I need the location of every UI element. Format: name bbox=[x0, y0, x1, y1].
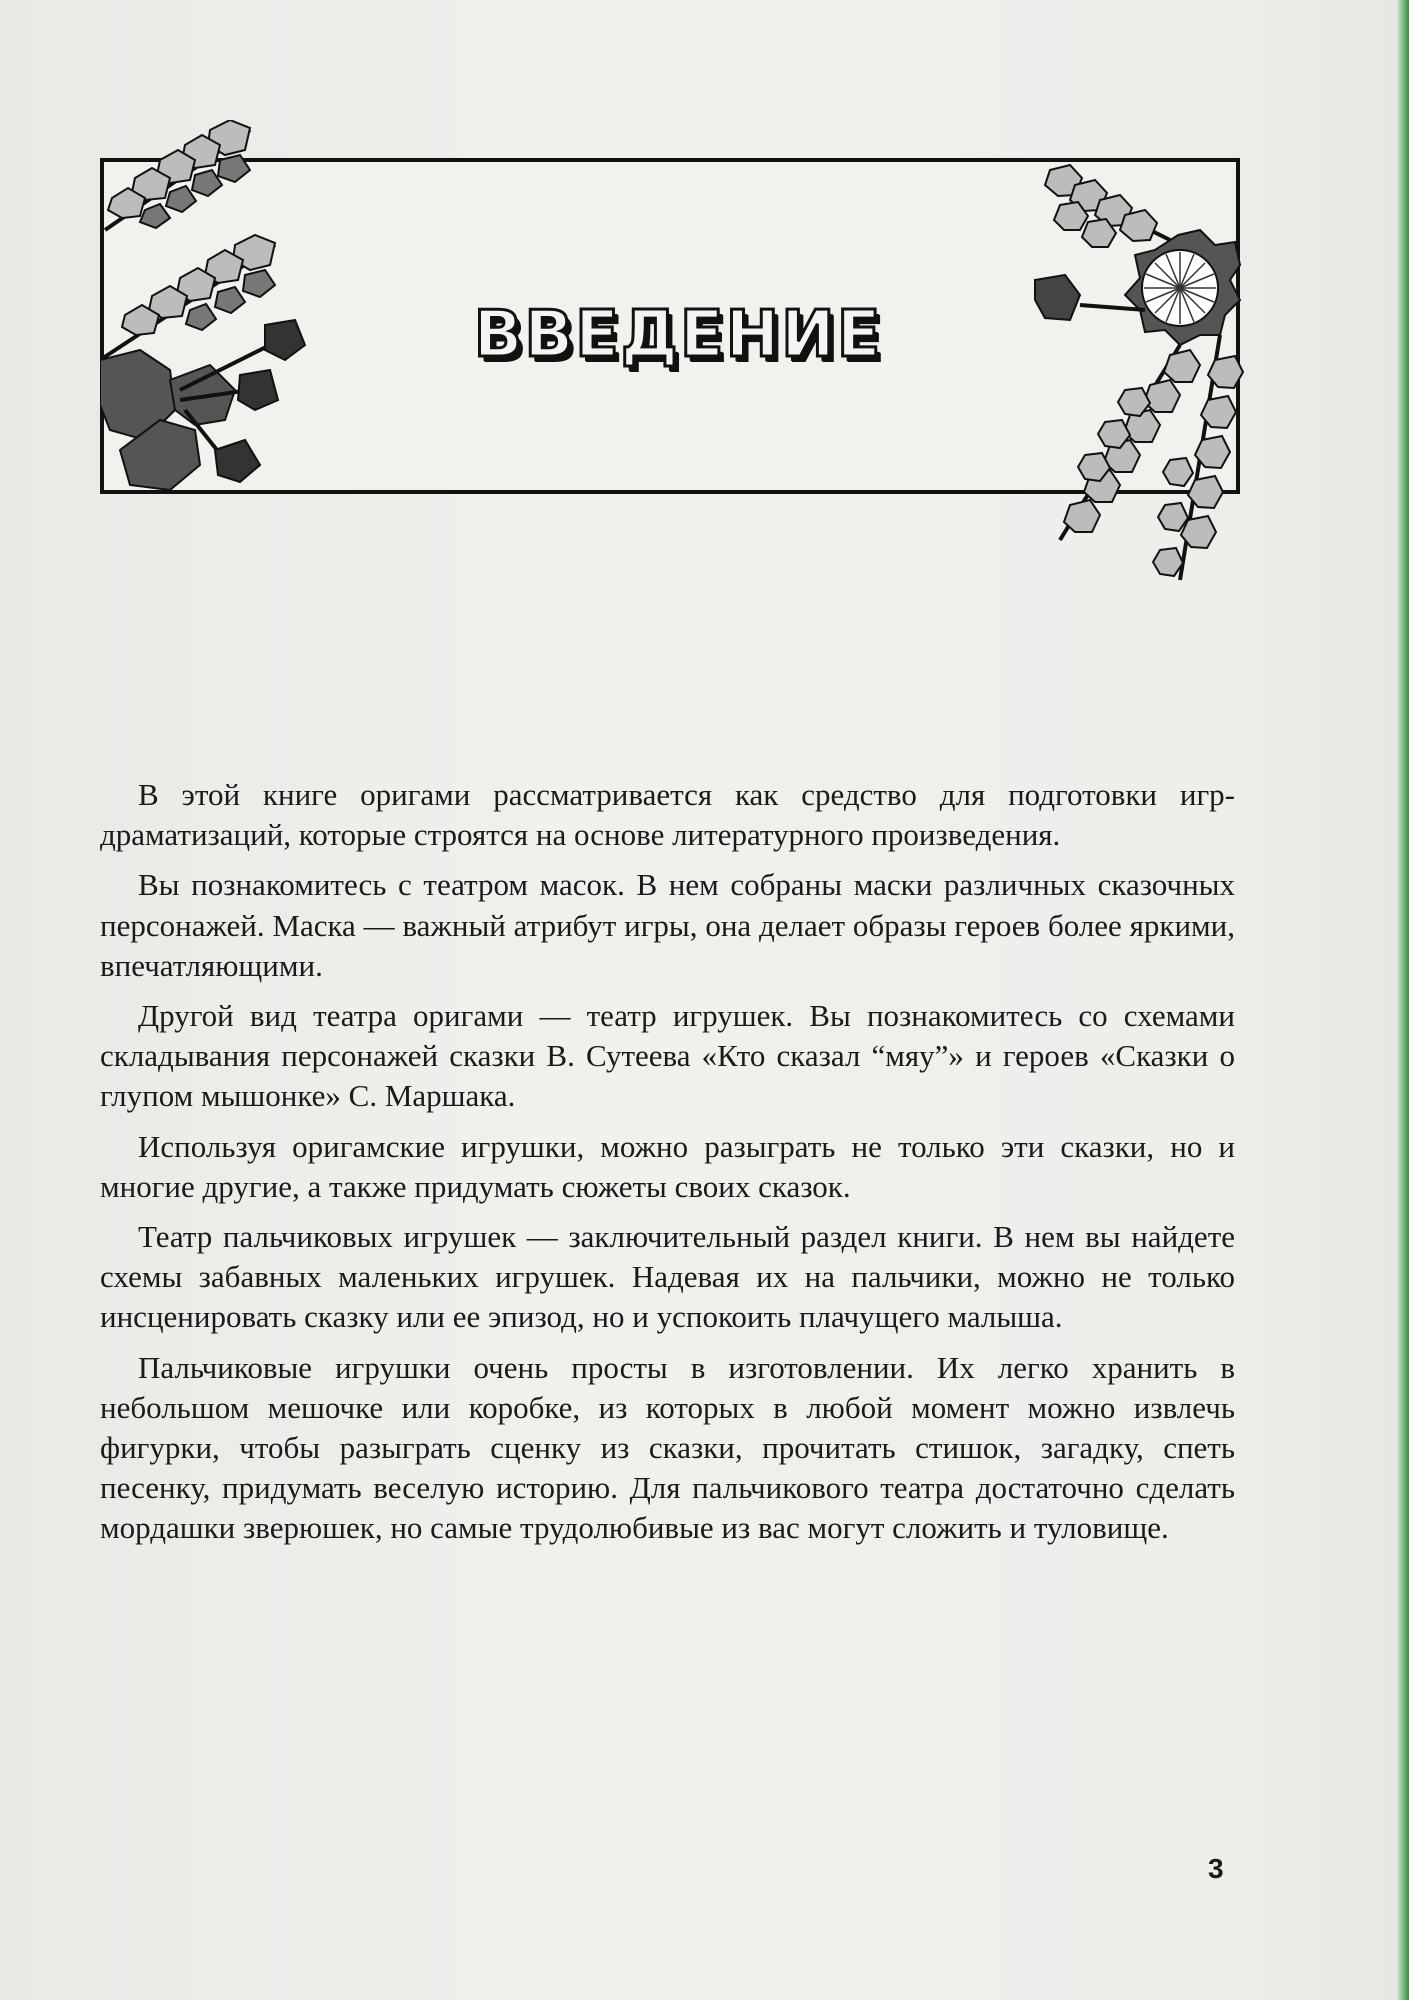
paragraph: В этой книге оригами рассматривается как средство для подготовки игр-драматизаций, которые строятся на основе литературного произведения. bbox=[100, 777, 1235, 853]
paragraph: Используя оригамские игрушки, можно разыграть не только эти сказки, но и многие другие, а также придумать сюжеты своих сказок. bbox=[100, 1128, 1235, 1204]
paragraph: Театр пальчиковых игрушек — заключительный раздел книги. В нем вы найдете схемы забавных маленьких игрушек. Надевая их на пальчики, можно не только инсценировать сказку или ее эпизод, но и успокоить плачущего малыша. bbox=[100, 1219, 1235, 1335]
body-text bbox=[100, 775, 1235, 1559]
left-leaf-ornament-icon bbox=[100, 120, 310, 490]
chapter-title: ВВЕДЕНИЕ bbox=[473, 298, 883, 372]
paragraph: Другой вид театра оригами — театр игрушек. Вы познакомитесь со схемами складывания персонажей сказки В. Сутеева «Кто сказал “мяу”» и героев «Сказки о глупом мышонке» С. Маршака. bbox=[100, 998, 1235, 1114]
right-flower-ornament-icon bbox=[1030, 160, 1245, 590]
paragraph: Пальчиковые игрушки очень просты в изготовлении. Их легко хранить в небольшом мешочке или коробке, из которых в любой момент можно извлечь фигурки, чтобы разыграть сценку из сказки, прочитать стишок, загадку, спеть песенку, придумать веселую историю. Для пальчикового театра достаточно сделать мордашки зверюшек, но самые трудолюбивые из вас могут сложить и туловище. bbox=[100, 1349, 1235, 1546]
paragraph: Вы познакомитесь с театром масок. В нем собраны маски различных сказочных персонажей. Маска — важный атрибут игры, она делает образы героев более яркими, впечатляющими. bbox=[100, 867, 1235, 983]
page-edge bbox=[1397, 0, 1409, 2000]
page-number: 3 bbox=[1208, 1853, 1224, 1884]
